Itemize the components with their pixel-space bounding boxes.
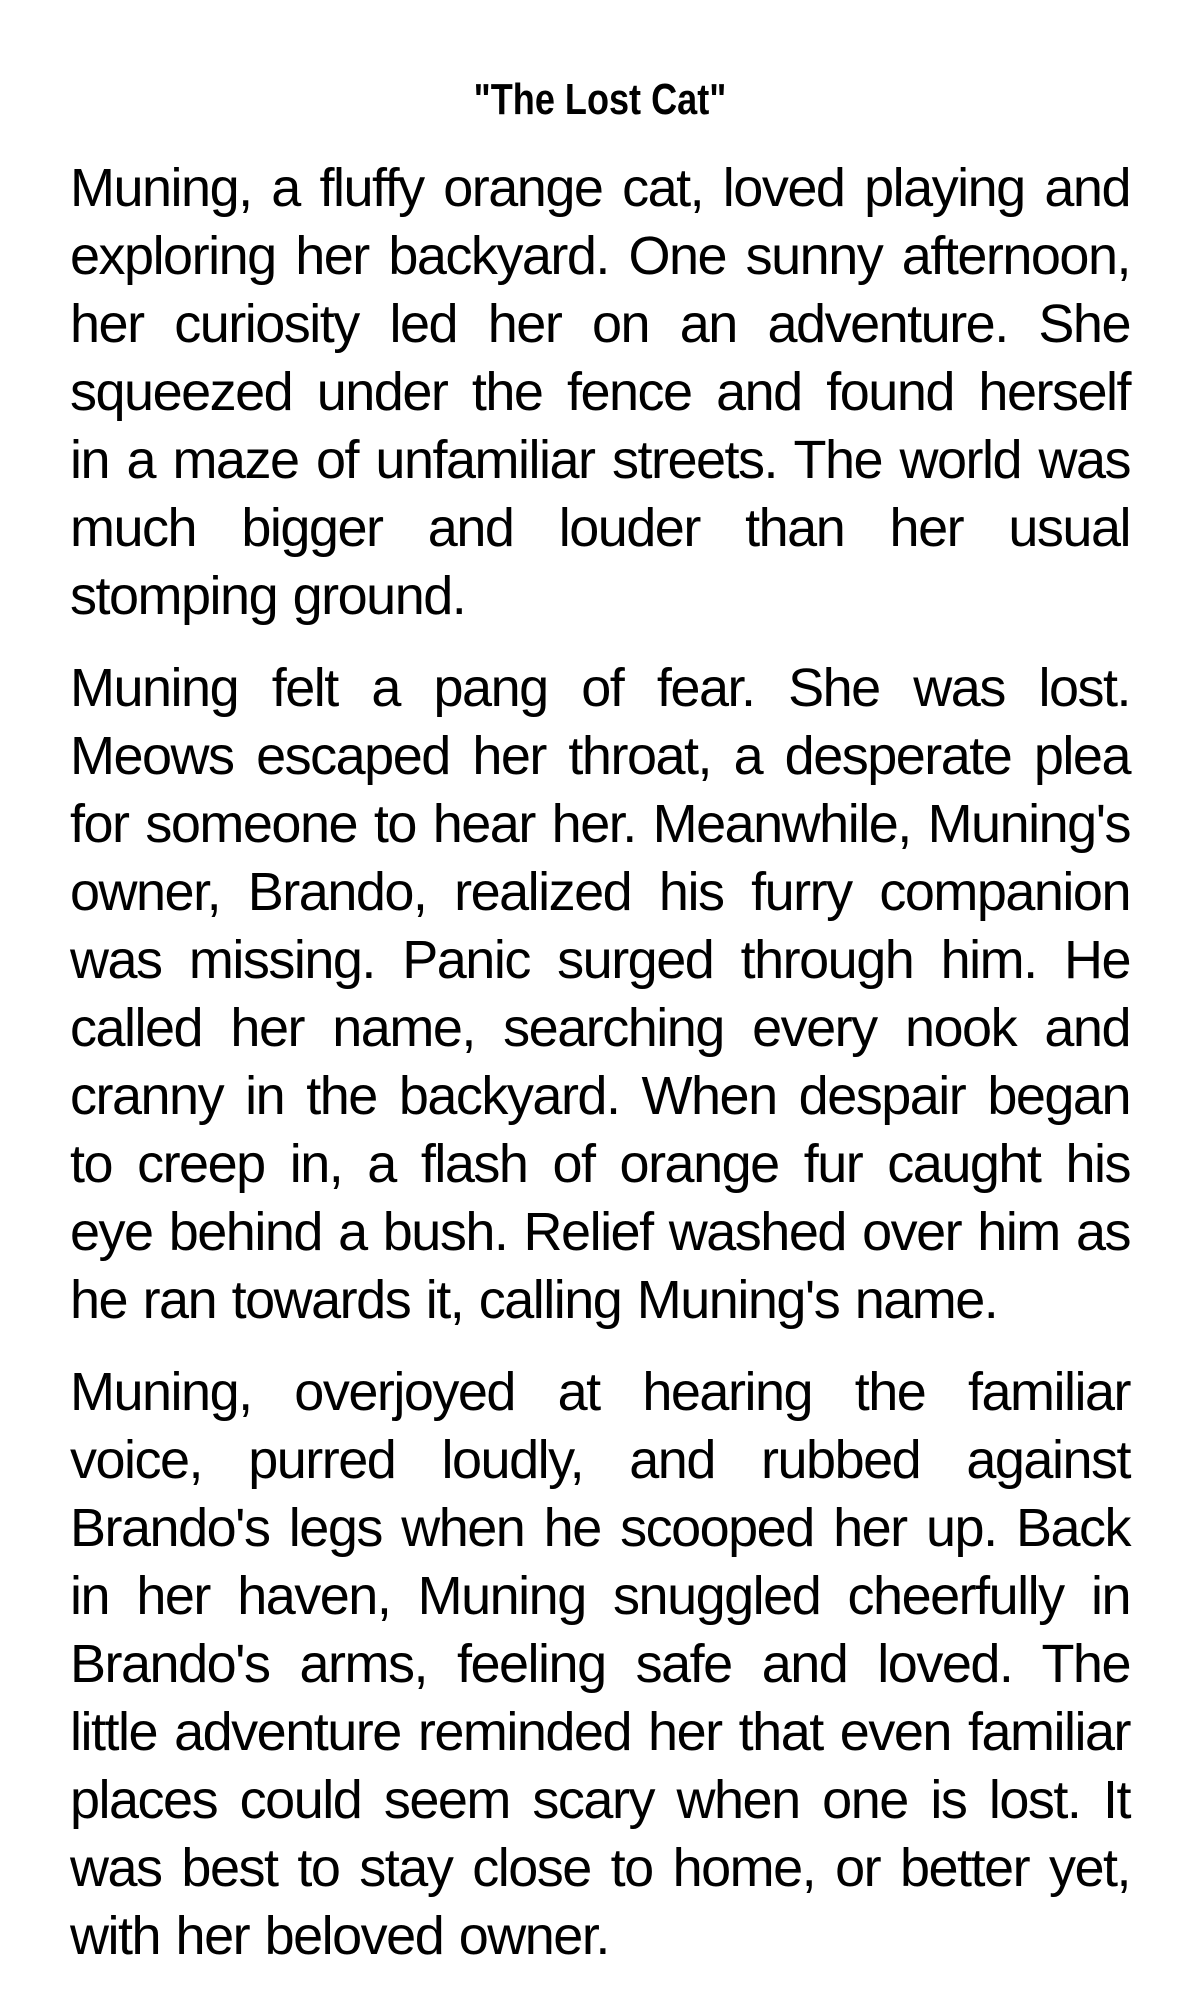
- story-paragraph-1: Muning, a fluffy orange cat, loved playing and exploring her backyard. One sunny afternoon, her curiosity led her on an adventure. She squeezed under the fence and found herself in a maze of unfamiliar streets. The world was much bigger and louder than her usual stomping ground.: [70, 158, 1130, 626]
- story-title: "The Lost Cat": [473, 75, 727, 124]
- story-paragraph-3: Muning, overjoyed at hearing the familiar voice, purred loudly, and rubbed against Brando's legs when he scooped her up. Back in her haven, Muning snuggled cheerfully in Brando's arms, feeling safe and loved. The little adventure reminded her that even familiar places could seem scary when one is lost. It was best to stay close to home, or better yet, with her beloved owner.: [70, 1362, 1130, 1966]
- story-paragraph-2: Muning felt a pang of fear. She was lost. Meows escaped her throat, a desperate plea for someone to hear her. Meanwhile, Muning's owner, Brando, realized his furry companion was missing. Panic surged through him. He called her name, searching every nook and cranny in the backyard. When despair began to creep in, a flash of orange fur caught his eye behind a bush. Relief washed over him as he ran towards it, calling Muning's name.: [70, 658, 1130, 1330]
- document-page: [70, 72, 1130, 1994]
